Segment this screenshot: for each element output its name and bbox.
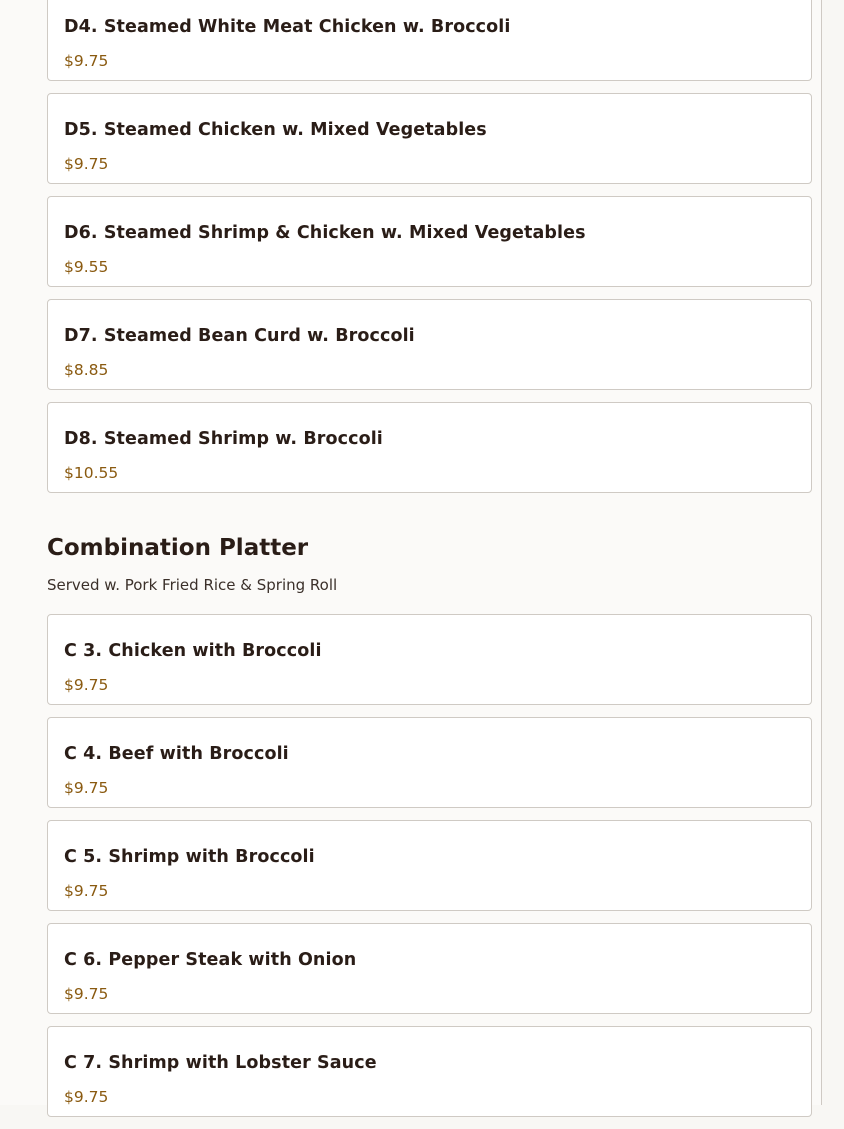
menu-item-name: C 6. Pepper Steak with Onion xyxy=(64,950,357,970)
menu-item-card[interactable] xyxy=(47,196,812,287)
menu-item-price: $10.55 xyxy=(64,464,119,482)
menu-item-name: C 7. Shrimp with Lobster Sauce xyxy=(64,1053,377,1073)
menu-item-price: $9.75 xyxy=(64,155,109,173)
section-title: Combination Platter xyxy=(47,535,309,561)
menu-item-price: $9.75 xyxy=(64,985,109,1003)
menu-item-card[interactable] xyxy=(47,0,812,81)
menu-item-price: $9.75 xyxy=(64,676,109,694)
combination-platter-section xyxy=(47,534,812,1117)
menu-item-name: D5. Steamed Chicken w. Mixed Vegetables xyxy=(64,120,487,140)
menu-item-name: D4. Steamed White Meat Chicken w. Broccoli xyxy=(64,17,511,37)
menu-item-card[interactable] xyxy=(47,717,812,808)
menu-item-card[interactable] xyxy=(47,614,812,705)
menu-item-name: C 5. Shrimp with Broccoli xyxy=(64,847,315,867)
menu-item-price: $9.75 xyxy=(64,882,109,900)
menu-item-price: $9.75 xyxy=(64,1088,109,1106)
menu-item-name: D7. Steamed Bean Curd w. Broccoli xyxy=(64,326,415,346)
menu-item-price: $9.75 xyxy=(64,52,109,70)
menu-item-name: C 3. Chicken with Broccoli xyxy=(64,641,322,661)
menu-item-price: $9.75 xyxy=(64,779,109,797)
menu-item-card[interactable] xyxy=(47,93,812,184)
menu-item-card[interactable] xyxy=(47,402,812,493)
menu-item-price: $9.55 xyxy=(64,258,109,276)
section-subtitle: Served w. Pork Fried Rice & Spring Roll xyxy=(47,576,338,594)
menu-item-card[interactable] xyxy=(47,1026,812,1117)
menu-item-name: D8. Steamed Shrimp w. Broccoli xyxy=(64,429,383,449)
menu-item-card[interactable] xyxy=(47,923,812,1014)
menu-item-card[interactable] xyxy=(47,299,812,390)
menu-item-card[interactable] xyxy=(47,820,812,911)
menu-item-name: C 4. Beef with Broccoli xyxy=(64,744,289,764)
menu-item-name: D6. Steamed Shrimp & Chicken w. Mixed Vegetables xyxy=(64,223,586,243)
menu-item-price: $8.85 xyxy=(64,361,109,379)
menu-content xyxy=(47,0,812,1129)
